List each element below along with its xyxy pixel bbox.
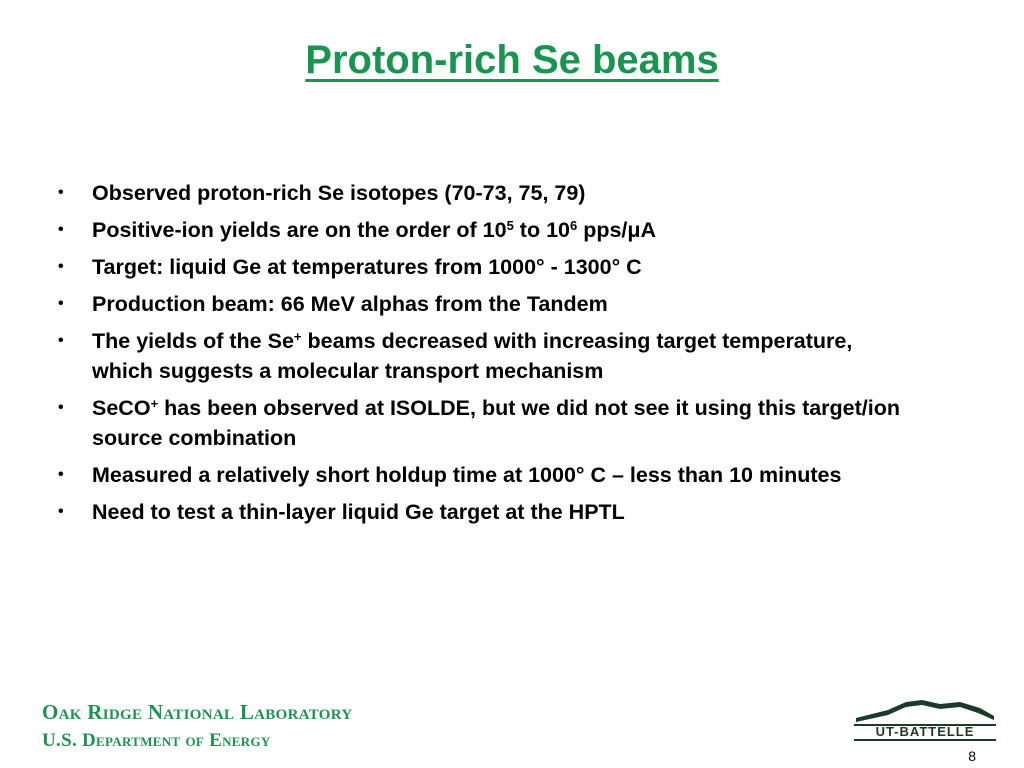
logo-bottom-rule [854,739,996,741]
footer-department: U.S. Department of Energy [42,730,271,751]
footer-organization: Oak Ridge National Laboratory [42,700,353,724]
bullet-item: • Positive-ion yields are on the order of $10^5$ to $10^6$ pps/μA [56,215,916,245]
page-number: 8 [968,748,976,764]
bullet-icon: • [58,466,64,483]
mountain-icon [856,700,994,722]
logo-text: UT-BATTELLE [875,724,975,739]
bullet-icon: • [58,399,64,416]
bullet-list [56,178,916,534]
bullet-item: • The yields of the Se+ beams decreased with increasing target temperature, which suggests a molecular transport mechanism [56,326,916,386]
bullet-icon: • [58,503,64,520]
slide-title: Proton-rich Se beams [305,38,719,82]
bullet-item: • Production beam: 66 MeV alphas from the Tandem [56,289,916,319]
bullet-item: • Need to test a thin-layer liquid Ge target at the HPTL [56,497,916,527]
bullet-icon: • [58,184,64,201]
ut-battelle-logo [850,696,1000,744]
bullet-icon: • [58,295,64,312]
bullet-icon: • [58,258,64,275]
bullet-icon: • [58,332,64,349]
bullet-item: • SeCO+ has been observed at ISOLDE, but we did not see it using this target/ion source combination [56,393,916,453]
bullet-item: • Target: liquid Ge at temperatures from 1000° - 1300° C [56,252,916,282]
bullet-item: • Measured a relatively short holdup time at 1000° C – less than 10 minutes [56,460,916,490]
bullet-icon: • [58,221,64,238]
bullet-item: • Observed proton-rich Se isotopes (70-73, 75, 79) [56,178,916,208]
